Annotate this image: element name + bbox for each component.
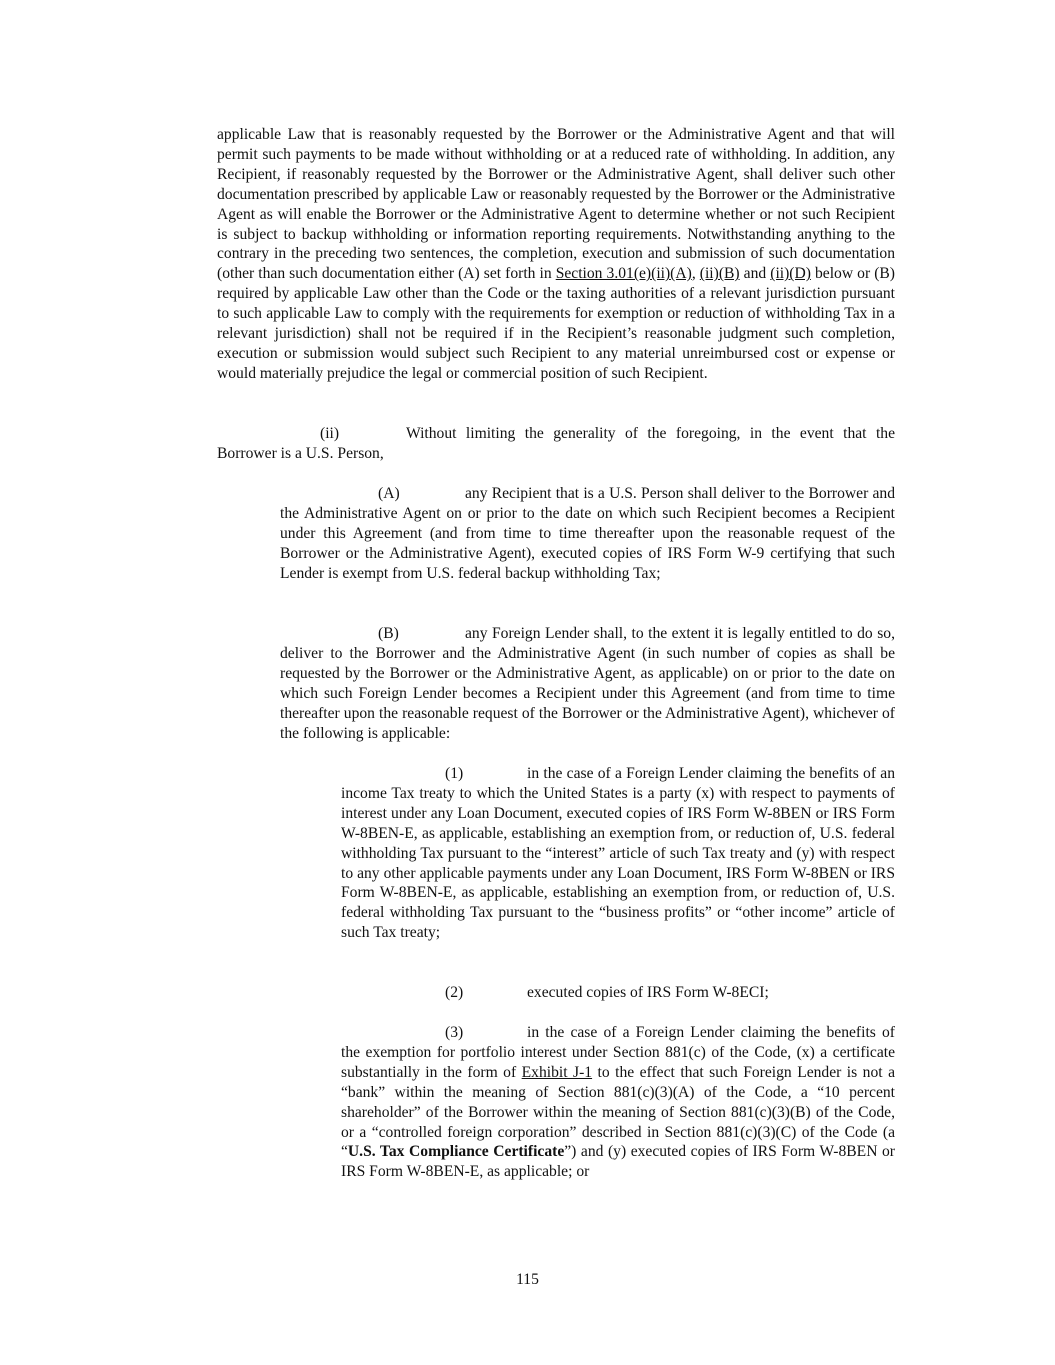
paragraph-text: in the case of a Foreign Lender claiming the benefits of an income Tax treaty to which the United States is a party (x) with respect to payments of interest under any Loan Document, executed copies of IRS Form W-8BEN or IRS Form W-8BEN-E, as applicable, establishing an exemption from, or reduction of, U.S. federal withholding Tax pursuant to the “interest” article of such Tax treaty and (y) with respect to any other applicable payments under any Loan Document, IRS Form W-8BEN or IRS Form W-8BEN-E, as applicable, establishing an exemption from, or reduction of, U.S. federal withholding Tax pursuant to the “business profits” or “other income” article of such Tax treaty; (341, 765, 895, 942)
paragraph-text: to the effect that such Foreign Lender is not a “bank” within the meaning of Section 881(c)(3)(A) of the Code, a “10 percent shareholder” of the Borrower within the meaning of Section 881(c)(3)(B) of the Code, or a “controlled foreign corporation” described in Section 881(c)(3)(C) of the Code (a “ (341, 1063, 895, 1161)
clause-number: (2) (445, 984, 464, 1001)
section-reference-link: (ii)(B) (699, 265, 740, 283)
paragraph-1 (341, 764, 895, 943)
clause-number: (A) (378, 485, 400, 502)
paragraph-A (280, 484, 895, 584)
paragraph-text: in the case of a Foreign Lender claiming the benefits of the exemption for portfolio interest under Section 881(c) of the Code, (x) a certificate substantially in the form of (341, 1024, 895, 1081)
paragraph-intro (217, 125, 895, 384)
separator-text: and (739, 265, 771, 283)
exhibit-reference-link: Exhibit J-1 (521, 1063, 593, 1081)
clause-number: (3) (445, 1024, 464, 1041)
section-reference-link: (ii)(D) (770, 265, 811, 283)
page-number: 115 (516, 1271, 539, 1288)
paragraph-text: any Foreign Lender shall, to the extent it is legally entitled to do so, deliver to the Borrower and the Administrative Agent (in such number of copies as shall be requested by the Borrower or the Administrative Agent, as applicable) on or prior to the date on which such Foreign Lender becomes a Recipient under this Agreement (and from time to time thereafter upon the reasonable request of the Borrower or the Administrative Agent), whichever of the following is applicable: (280, 625, 895, 742)
paragraph-text: applicable Law that is reasonably requested by the Borrower or the Administrative Agent and that will permit such payments to be made without withholding or at a reduced rate of withholding. In addition, any Recipient, if reasonably requested by the Borrower or the Administrative Agent, shall deliver such other documentation prescribed by applicable Law or reasonably requested by the Borrower or the Administrative Agent as will enable the Borrower or the Administrative Agent to determine whether or not such Recipient is subject to backup withholding or information reporting requirements. Notwithstanding anything to the contrary in the preceding two sentences, the completion, execution and submission of such documentation (other than such documentation either (A) set forth in (217, 126, 895, 283)
clause-number: (B) (378, 625, 399, 642)
paragraph-text: Without limiting the generality of the foregoing, in the event that the Borrower is a U.S. Person, (217, 425, 895, 462)
paragraph-B (280, 624, 895, 743)
paragraph-3 (341, 1023, 895, 1182)
paragraph-text: below or (B) required by applicable Law other than the Code or the taxing authorities of a relevant jurisdiction pursuant to such applicable Law to comply with the requirements for exemption or reduction of withholding Tax in a relevant jurisdiction) shall not be required if in the Recipient’s reasonable judgment such completion, execution or submission would subject such Recipient to any material unreimbursed cost or expense or would materially prejudice the legal or commercial position of such Recipient. (217, 265, 895, 382)
paragraph-text: any Recipient that is a U.S. Person shall deliver to the Borrower and the Administrative Agent on or prior to the date on which such Recipient becomes a Recipient under this Agreement (and from time to time thereafter upon the reasonable request of the Borrower or the Administrative Agent), executed copies of IRS Form W-9 certifying that such Lender is exempt from U.S. federal backup withholding Tax; (280, 485, 895, 582)
section-reference-link: Section 3.01(e)(ii)(A) (555, 265, 692, 283)
defined-term: U.S. Tax Compliance Certificate (347, 1143, 565, 1161)
paragraph-ii (217, 424, 895, 464)
paragraph-text: executed copies of IRS Form W-8ECI; (527, 984, 769, 1001)
paragraph-2 (341, 983, 895, 1003)
separator-text: , (691, 265, 700, 283)
paragraph-text: ”) and (y) executed copies of IRS Form W-8BEN or IRS Form W-8BEN-E, as applicable; or (341, 1143, 895, 1181)
clause-number: (ii) (320, 425, 340, 442)
clause-number: (1) (445, 765, 464, 782)
